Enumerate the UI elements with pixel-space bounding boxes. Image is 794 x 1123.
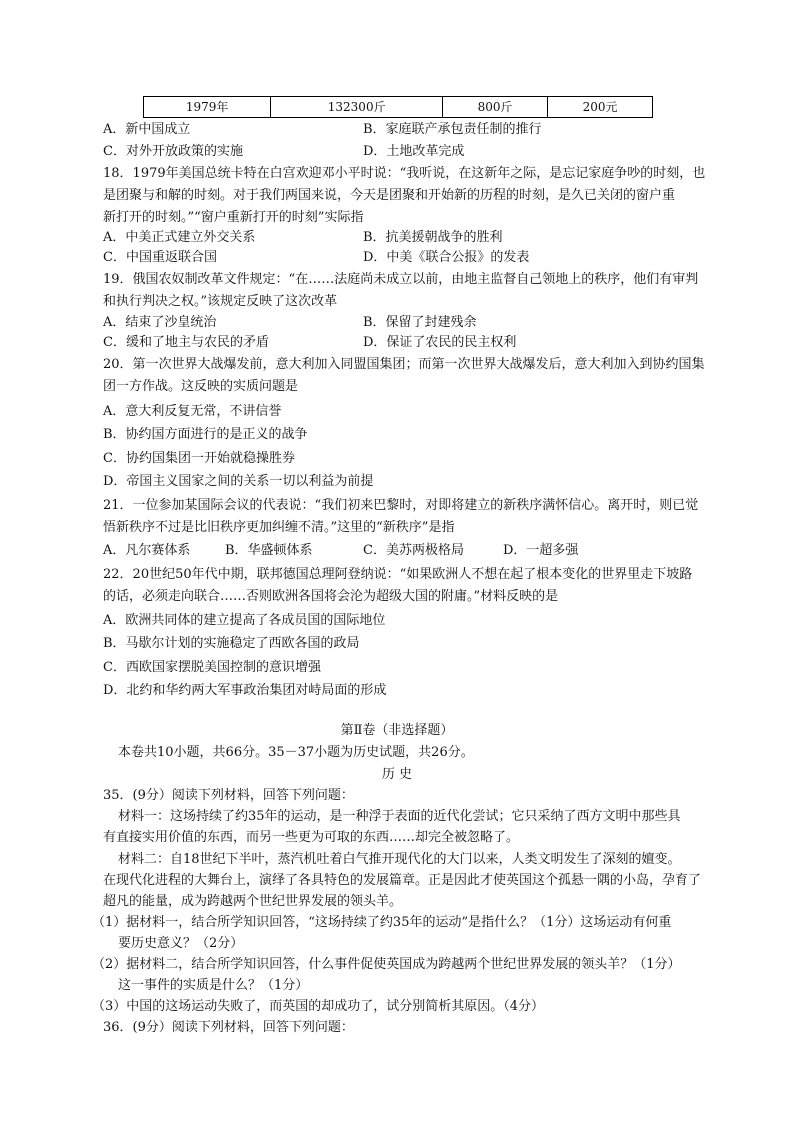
q22-option-c: C．西欧国家摆脱美国控制的意识增强	[103, 660, 321, 675]
q36-lead: 36．(9分）阅读下列材料，回答下列问题：	[103, 1020, 354, 1035]
q18-option-d: D．中美《联合公报》的发表	[363, 250, 530, 265]
q22-option-a: A．欧洲共同体的建立提高了各成员国的国际地位	[103, 613, 386, 628]
q19-option-d: D．保证了农民的民主权利	[363, 335, 517, 350]
table-cell: 132300斤	[271, 97, 443, 118]
q21-option-a: A．凡尔赛体系	[103, 543, 191, 558]
q35-sub1-line: 要历史意义？（2分）	[118, 936, 244, 951]
q19-option-a: A．结束了沙皇统治	[103, 315, 217, 330]
q35-material2-line: 超凡的能量，成为跨越两个世纪世界发展的领头羊。	[103, 894, 403, 909]
q17-option-b: B．家庭联产承包责任制的推行	[363, 122, 542, 137]
subject-heading: 历 史	[381, 767, 413, 782]
q20-stem-line: 20．第一次世界大战爆发前，意大利加入同盟国集团；而第一次世界大战爆发后，意大利加入到协约国集	[103, 357, 705, 372]
q35-material1-line: 材料一：这场持续了约35年的运动，是一种浮于表面的近代化尝试；它只采纳了西方文明中那些具	[118, 809, 681, 824]
q35-sub1-line: （1）据材料一，结合所学知识回答，“这场持续了约35年的运动”是指什么？（1分）这场运动有何重	[92, 915, 672, 930]
q35-sub2-line: 这一事件的实质是什么？（1分）	[118, 978, 309, 993]
q18-option-a: A．中美正式建立外交关系	[103, 230, 256, 245]
q18-stem-line: 18．1979年美国总统卡特在白宫欢迎邓小平时说：“我听说，在这新年之际，是忘记家庭争吵的时刻，也	[103, 166, 706, 181]
q22-option-d: D．北约和华约两大军事政治集团对峙局面的形成	[103, 683, 387, 698]
q22-stem-line: 22．20世纪50年代中期，联邦德国总理阿登纳说：“如果欧洲人不想在起了根本变化的世界里走下坡路	[103, 567, 693, 582]
q17-option-a: A．新中国成立	[103, 122, 191, 137]
q19-stem-line: 和执行判决之权。”该规定反映了这次改革	[103, 294, 338, 309]
q17-option-d: D．土地改革完成	[363, 144, 465, 159]
q21-option-d: D．一超多强	[503, 543, 579, 558]
q35-material2-line: 在现代化进程的大舞台上，演绎了各具特色的发展篇章。正是因此才使英国这个孤悬一隅的小岛，孕育了	[103, 873, 702, 888]
q20-option-a: A．意大利反复无常，不讲信誉	[103, 404, 282, 419]
q21-stem-line: 悟新秩序不过是比旧秩序更加纠缠不清。”这里的“新秩序”是指	[103, 520, 455, 535]
q18-stem-line: 新打开的时刻。”“窗户重新打开的时刻”实际指	[103, 210, 364, 225]
q35-sub2-line: （2）据材料二，结合所学知识回答，什么事件促使英国成为跨越两个世纪世界发展的领头羊？（1分）	[92, 957, 681, 972]
q18-stem-line: 是团聚与和解的时刻。对于我们两国来说，今天是团聚和开始新的历程的时刻，是久已关闭的窗户重	[103, 188, 676, 203]
table-row	[144, 97, 653, 118]
q18-option-b: B．抗美援朝战争的胜利	[363, 230, 503, 245]
q35-material2-line: 材料二：自18世纪下半叶，蒸汽机吐着白气推开现代化的大门以来，人类文明发生了深刻的嬗变。	[118, 852, 681, 867]
q20-option-d: D．帝国主义国家之间的关系一切以利益为前提	[103, 474, 374, 489]
q21-stem-line: 21．一位参加某国际会议的代表说：“我们初来巴黎时，对即将建立的新秩序满怀信心。离开时，则已觉	[103, 498, 699, 513]
q20-option-b: B．协约国方面进行的是正义的战争	[103, 427, 308, 442]
table-cell: 200元	[548, 97, 653, 118]
q21-option-b: B．华盛顿体系	[225, 543, 313, 558]
q20-option-c: C．协约国集团一开始就稳操胜券	[103, 451, 295, 466]
q18-option-c: C．中国重返联合国	[103, 250, 217, 265]
q19-stem-line: 19．俄国农奴制改革文件规定：“在……法庭尚未成立以前，由地主监督自己领地上的秩序，他们有审判	[103, 272, 699, 287]
q20-stem-line: 团一方作战。这反映的实质问题是	[103, 379, 299, 394]
table-cell: 800斤	[443, 97, 548, 118]
q21-option-c: C．美苏两极格局	[363, 543, 464, 558]
part2-title: 第Ⅱ卷（非选择题）	[340, 723, 454, 738]
q35-material1-line: 有直接实用价值的东西，而另一些更为可取的东西……却完全被忽略了。	[103, 830, 520, 845]
data-table	[143, 96, 653, 118]
q19-option-b: B．保留了封建残余	[363, 315, 477, 330]
table-cell: 1979年	[144, 97, 271, 118]
q19-option-c: C．缓和了地主与农民的矛盾	[103, 335, 269, 350]
q17-option-c: C．对外开放政策的实施	[103, 144, 243, 159]
q22-option-b: B．马歇尔计划的实施稳定了西欧各国的政局	[103, 636, 360, 651]
q35-lead: 35．(9分）阅读下列材料，回答下列问题：	[103, 788, 354, 803]
q35-sub3: （3）中国的这场运动失败了，而英国的却成功了，试分别简析其原因。（4分）	[92, 999, 545, 1014]
q22-stem-line: 的话，必须走向联合……否则欧洲各国将会沦为超级大国的附庸。”材料反映的是	[103, 589, 559, 604]
part2-intro: 本卷共10小题，共66分。35－37小题为历史试题，共26分。	[118, 745, 474, 760]
